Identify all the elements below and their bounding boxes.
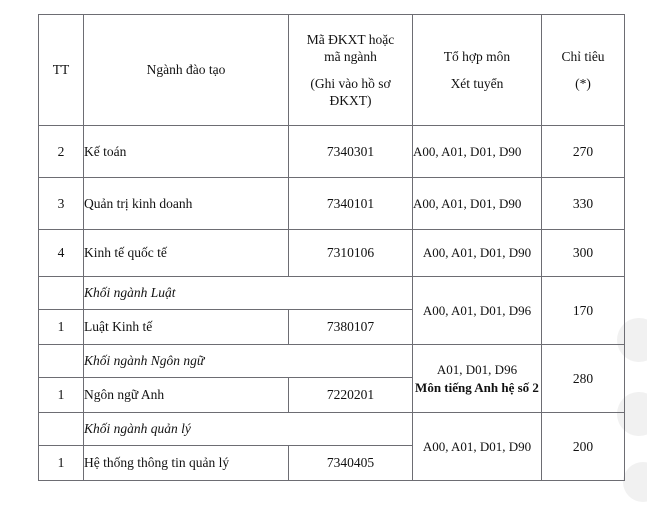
- subject-combination-codes: A01, D01, D96: [436, 361, 518, 377]
- table-row: [39, 178, 625, 230]
- column-header-quota-line2: (*): [575, 75, 591, 91]
- subject-combination: A00, A01, D01, D90: [413, 230, 542, 277]
- subject-combination: A00, A01, D01, D90: [413, 126, 542, 178]
- subject-combination: A00, A01, D01, D90: [413, 178, 542, 230]
- admission-majors-table: [38, 14, 625, 481]
- admission-table-container: [38, 14, 624, 481]
- group-header-row: [39, 345, 625, 378]
- group-title: Khối ngành Luật: [84, 277, 413, 310]
- major-name: Quản trị kinh doanh: [84, 178, 289, 230]
- major-code: 7340405: [289, 446, 413, 481]
- column-header-tt: TT: [39, 15, 84, 126]
- table-row: [39, 230, 625, 277]
- major-code: 7380107: [289, 310, 413, 345]
- row-index: 3: [39, 178, 84, 230]
- group-row-index-empty: [39, 277, 84, 310]
- row-index: 2: [39, 126, 84, 178]
- major-code: 7220201: [289, 378, 413, 413]
- column-header-major-code-line1: Mã ĐKXT hoặc: [306, 31, 395, 47]
- quota-value: 170: [542, 277, 625, 345]
- major-code: 7340301: [289, 126, 413, 178]
- major-code: 7310106: [289, 230, 413, 277]
- group-title: Khối ngành quản lý: [84, 413, 413, 446]
- column-header-quota: [542, 15, 625, 126]
- column-header-major-code-line2: mã ngành: [324, 49, 377, 65]
- table-header-row: [39, 15, 625, 126]
- quota-value: 270: [542, 126, 625, 178]
- column-header-major-code: [289, 15, 413, 126]
- header-spacer: [542, 66, 624, 75]
- quota-value: 280: [542, 345, 625, 413]
- group-header-row: [39, 277, 625, 310]
- column-header-subject-combination: [413, 15, 542, 126]
- table-row: [39, 126, 625, 178]
- subject-combination-note: Môn tiếng Anh hệ số 2: [415, 379, 539, 395]
- quota-value: 200: [542, 413, 625, 481]
- column-header-major-code-line4: ĐKXT): [329, 92, 372, 108]
- table-body: [39, 126, 625, 481]
- table-header: [39, 15, 625, 126]
- header-spacer: [413, 66, 541, 75]
- header-spacer: [289, 66, 412, 75]
- group-row-index-empty: [39, 345, 84, 378]
- subject-combination: A00, A01, D01, D96: [413, 277, 542, 345]
- row-index: 1: [39, 446, 84, 481]
- row-index: 1: [39, 378, 84, 413]
- column-header-quota-line1: Chỉ tiêu: [561, 49, 605, 65]
- group-title: Khối ngành Ngôn ngữ: [84, 345, 413, 378]
- subject-combination: [413, 345, 542, 413]
- row-index: 4: [39, 230, 84, 277]
- major-name: Hệ thống thông tin quản lý: [84, 446, 289, 481]
- column-header-subject-combination-line1: Tổ hợp môn: [443, 49, 511, 65]
- major-name: Luật Kinh tế: [84, 310, 289, 345]
- group-row-index-empty: [39, 413, 84, 446]
- subject-combination: A00, A01, D01, D90: [413, 413, 542, 481]
- row-index: 1: [39, 310, 84, 345]
- column-header-major-name: Ngành đào tạo: [84, 15, 289, 126]
- quota-value: 330: [542, 178, 625, 230]
- major-name: Kế toán: [84, 126, 289, 178]
- watermark-circle-3: [623, 462, 647, 502]
- major-code: 7340101: [289, 178, 413, 230]
- column-header-major-code-line3: (Ghi vào hồ sơ: [310, 75, 391, 91]
- major-name: Ngôn ngữ Anh: [84, 378, 289, 413]
- major-name: Kinh tế quốc tế: [84, 230, 289, 277]
- column-header-subject-combination-line2: Xét tuyển: [450, 75, 504, 91]
- group-header-row: [39, 413, 625, 446]
- quota-value: 300: [542, 230, 625, 277]
